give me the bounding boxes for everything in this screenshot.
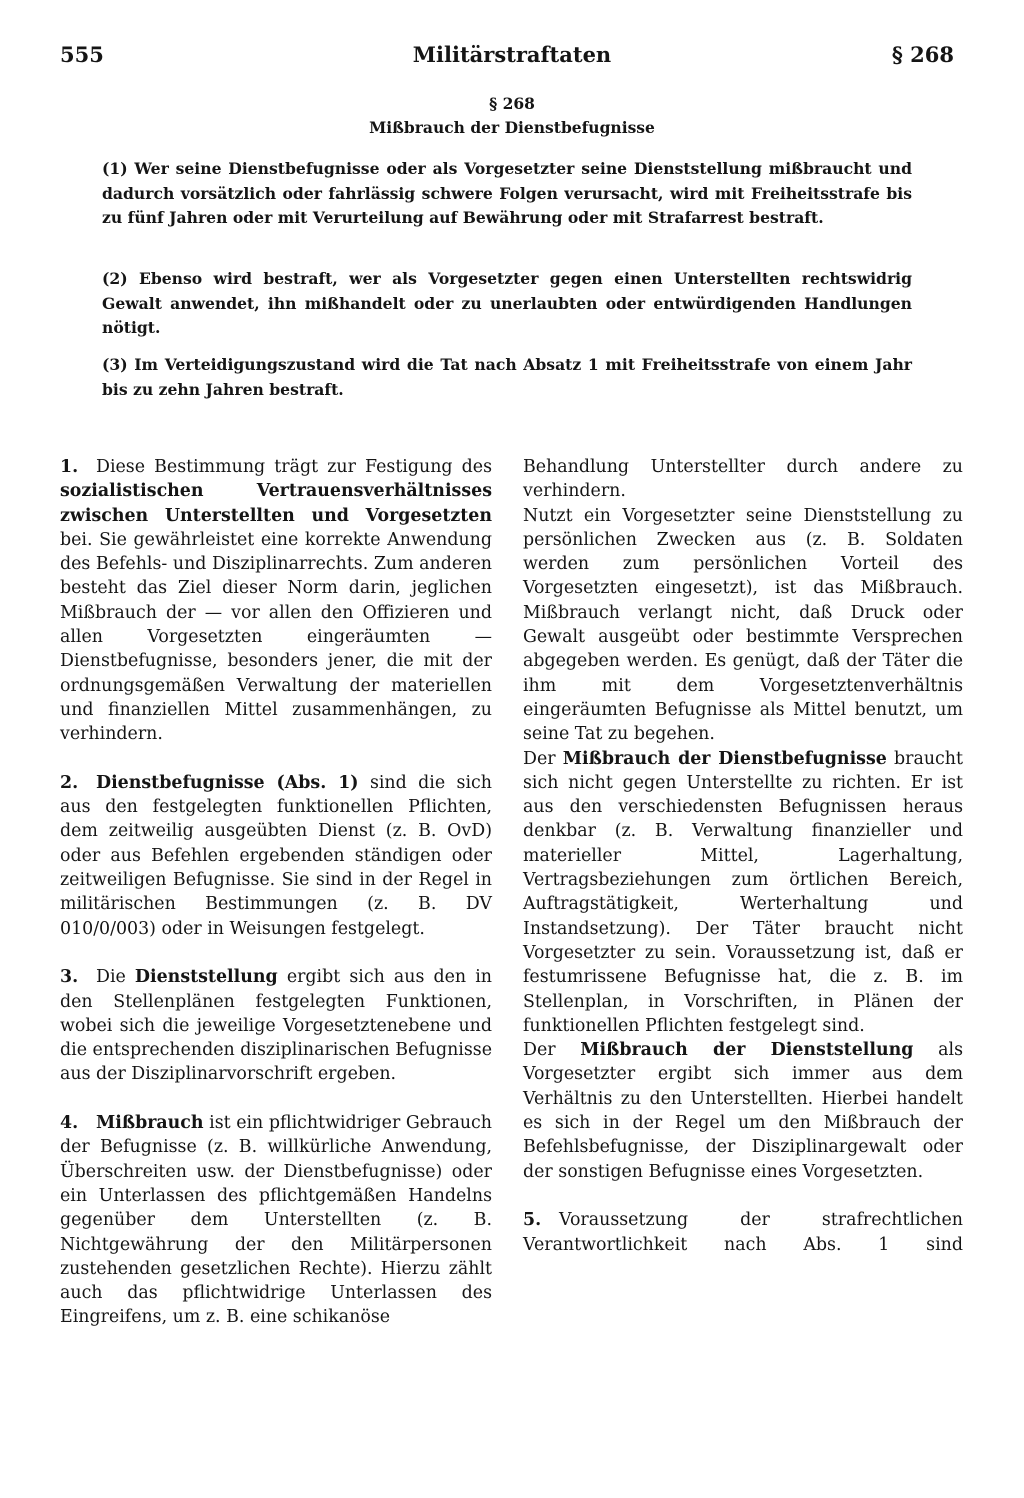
note-number: 4. [60,1113,79,1134]
note-emphasis: Mißbrauch [96,1113,204,1134]
note-number: 5. [523,1210,542,1231]
note-text: Diese Bestimmung trägt zur Festigung des [96,457,492,477]
commentary-column-right [523,455,963,1281]
commentary-note-5 [523,1208,963,1257]
note-text: Voraussetzung der strafrechtlichen Verantwortlichkeit nach Abs. 1 sind [523,1210,963,1255]
note-text: sind die sich aus den festgelegten funktionellen Pflichten, dem zeitweilig ausgeübten Dienst (z. B. OvD) oder aus Befehlen ergebenden ständigen oder zeitweiligen Befugnisse. Sie sind in der Regel in militärischen Bestimmungen (z. B. DV 010/0/003) oder in Weisungen festgelegt. [60,772,492,939]
section-marker: § 268 [891,42,954,67]
note-text: braucht sich nicht gegen Unterstellte zu richten. Er ist aus den verschiedensten Befugnissen heraus denkbar (z. B. Verwaltung finanzieller und materieller Mittel, Lagerhaltung, Vertragsbeziehungen zum örtlichen Bereich, Auftragstätigkeit, Werterhaltung und Instandsetzung). Der Täter braucht nicht Vorgesetzter zu sein. Voraussetzung ist, daß er festumrissene Befugnisse hat, die z. B. im Stellenplan, in Vorschriften, in Plänen der funktionellen Pflichten festgelegt sind. [523,748,963,1036]
note-text-continued: Behandlung Unterstellter durch andere zu verhindern. [523,457,963,502]
note-number: 2. [60,772,79,793]
note-text: als Vorgesetzter ergibt sich immer aus dem Verhältnis zu den Unterstellten. Hierbei handelt es sich in der Regel um den Mißbrauch der Befehlsbefugnisse, der Disziplinargewalt oder der sonstigen Befugnisse eines Vorgesetzten. [523,1040,963,1182]
note-emphasis: Dienstbefugnisse (Abs. 1) [96,772,359,793]
statute-paragraph-3: (3) Im Verteidigungszustand wird die Tat nach Absatz 1 mit Freiheitsstrafe von einem Jahr bis zu zehn Jahren bestraft. [102,355,912,399]
chapter-title: Militärstraftaten [412,42,612,67]
note-text: ergibt sich aus den in den Stellenplänen festgelegten Funktionen, wobei sich die jeweilige Vorgesetztenebene und die entsprechenden disziplinarischen Befugnisse aus der Disziplinarvorschrift ergeben. [60,967,492,1085]
commentary-note-4-continued [523,455,963,1184]
note-text: Die [96,967,135,988]
statute-paragraph-1: (1) Wer seine Dienstbefugnisse oder als Vorgesetzter seine Dienststellung mißbraucht und dadurch vorsätzlich oder fahrlässig schwere Folgen verursacht, wird mit Freiheitsstrafe bis zu fünf Jahren oder mit Verurteilung auf Bewährung oder mit Strafarrest bestraft. [102,159,912,228]
note-emphasis: sozialistischen Vertrauensverhältnisses zwischen Unterstellten und Vorgesetzten [60,481,492,526]
note-emphasis: Mißbrauch der Dienstbefugnisse [562,748,887,769]
commentary-note-2 [60,771,492,941]
note-text: Der [523,1040,581,1061]
note-emphasis: Dienststellung [134,967,278,988]
statute-number: § 268 [489,94,535,113]
commentary-column-left [60,455,492,1354]
note-emphasis: Mißbrauch der Dienststellung [580,1040,914,1061]
running-head [0,42,1024,82]
note-text: Nutzt ein Vorgesetzter seine Dienststellung zu persönlichen Zwecken aus (z. B. Soldaten werden zum persönlichen Vorteil des Vorgesetzten eingesetzt), ist das Mißbrauch. Mißbrauch verlangt nicht, daß Druck oder Gewalt ausgeübt oder bestimmte Versprechen abgegeben werden. Es genügt, daß der Täter die ihm mit dem Vorgesetztenverhältnis eingeräumten Befugnisse als Mittel benutzt, um seine Tat zu begehen. [523,505,963,745]
page-number: 555 [60,42,104,67]
statute-heading [0,92,1024,140]
statute-title: Mißbrauch der Dienstbefugnisse [369,118,655,137]
note-number: 1. [60,457,79,477]
commentary-note-3 [60,965,492,1086]
note-number: 3. [60,967,79,988]
commentary-note-1 [60,455,492,747]
note-text: Der [523,748,563,769]
commentary-note-4 [60,1111,492,1330]
note-text: bei. Sie gewährleistet eine korrekte Anwendung des Befehls- und Disziplinarrechts. Zum anderen besteht das Ziel dieser Norm darin, jeglichen Mißbrauch der — vor allen den Offizieren und allen Vorgesetzten eingeräumten — Dienstbefugnisse, besonders jener, die mit der ordnungsgemäßen Verwaltung der materiellen und finanziellen Mittel zusammenhängen, zu verhindern. [60,529,492,745]
statute-paragraph-2: (2) Ebenso wird bestraft, wer als Vorgesetzter gegen einen Unterstellten rechtswidrig Gewalt anwendet, ihn mißhandelt oder zu unerlaubten oder entwürdigenden Handlungen nötigt. [102,269,912,338]
note-text: ist ein pflichtwidriger Gebrauch der Befugnisse (z. B. willkürliche Anwendung, Überschreiten usw. der Dienstbefugnisse) oder ein Unterlassen des pflichtgemäßen Handelns gegenüber dem Unterstellten (z. B. Nichtgewährung der den Militärpersonen zustehenden gesetzlichen Rechte). Hierzu zählt auch das pflichtwidrige Unterlassen des Eingreifens, um z. B. eine schikanöse [60,1113,492,1328]
